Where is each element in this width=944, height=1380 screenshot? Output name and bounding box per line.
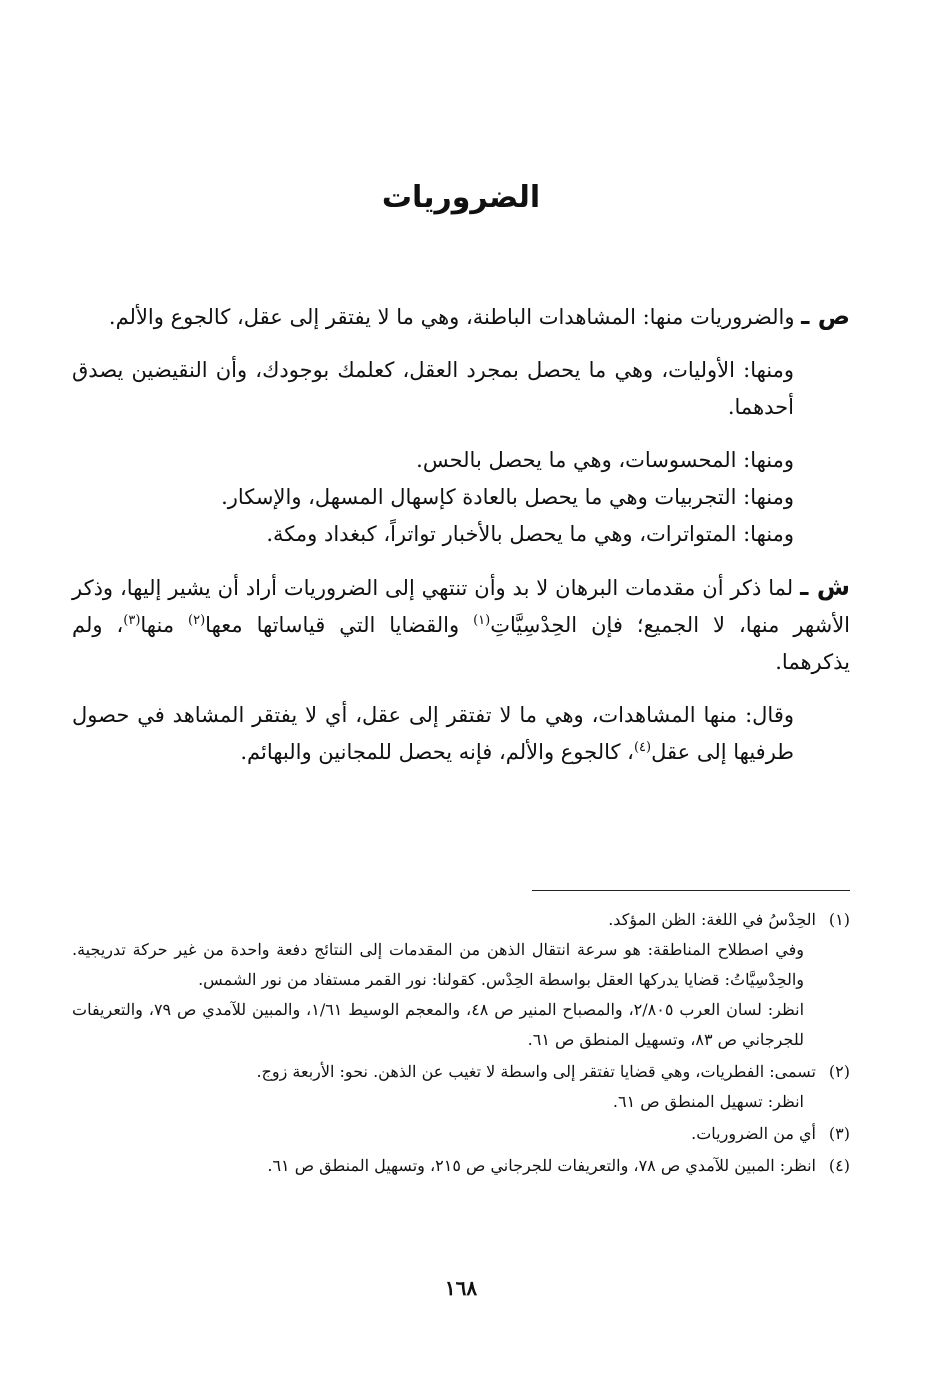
text-content: منها bbox=[140, 613, 189, 637]
text-paragraph bbox=[72, 516, 850, 553]
text-content: ومنها: التجربيات وهي ما يحصل بالعادة كإسهال المسهل، والإسكار. bbox=[221, 485, 794, 509]
footnote-ref[interactable]: (٤) bbox=[633, 740, 652, 755]
text-content: والقضايا التي قياساتها معها bbox=[205, 613, 474, 637]
page-number: ١٦٨ bbox=[444, 1276, 478, 1300]
footnote-divider bbox=[532, 890, 850, 891]
footnote-text: الحِدْسُ في اللغة: الظن المؤكد. bbox=[608, 910, 816, 929]
text-paragraph bbox=[72, 352, 850, 426]
text-paragraph bbox=[72, 697, 850, 771]
footnote-number: (٢) bbox=[828, 1062, 850, 1081]
text-paragraph bbox=[72, 479, 850, 516]
page bbox=[72, 0, 850, 1380]
text-content: والضروريات منها: المشاهدات الباطنة، وهي ما لا يفتقر إلى عقل، كالجوع والألم. bbox=[108, 305, 795, 329]
footnote-ref[interactable]: (٢) bbox=[188, 613, 206, 628]
text-marker: ص ـ bbox=[801, 302, 850, 330]
page-title: الضروريات bbox=[381, 180, 541, 215]
footnote bbox=[72, 1057, 850, 1117]
text-paragraph bbox=[72, 569, 850, 681]
footnote-number: (٣) bbox=[828, 1124, 850, 1143]
text-content: ومنها: المحسوسات، وهي ما يحصل بالحس. bbox=[416, 448, 794, 472]
footnote-text: وفي اصطلاح المناطقة: هو سرعة انتقال الذهن من المقدمات إلى النتائج دفعة واحدة من غير حركة تدريجية. والحِدْسِيَّاتُ: قضايا يدركها العقل بواسطة الحِدْس. كقولنا: نور القمر مستفاد من نور الشمس. bbox=[72, 940, 804, 989]
footnotes bbox=[72, 905, 850, 1183]
footnote-text: أي من الضروريات. bbox=[691, 1124, 816, 1143]
text-content: ومنها: الأوليات، وهي ما يحصل بمجرد العقل، كعلمك بوجودك، وأن النقيضين يصدق أحدهما. bbox=[72, 358, 794, 419]
text-marker: ش ـ bbox=[800, 573, 850, 601]
footnote bbox=[72, 1151, 850, 1181]
text-content: ، ولم يذكرهما. bbox=[72, 613, 850, 674]
text-content: وقال: منها المشاهدات، وهي ما لا تفتقر إلى عقل، أي لا يفتقر المشاهد في حصول طرفيها إلى عقل bbox=[72, 703, 794, 764]
footnote-text: تسمى: الفطريات، وهي قضايا تفتقر إلى واسطة لا تغيب عن الذهن. نحو: الأربعة زوج. bbox=[256, 1062, 816, 1081]
footnote-text: انظر: تسهيل المنطق ص ٦١. bbox=[612, 1092, 804, 1111]
footnote-text: انظر: لسان العرب ٢/٨٠٥، والمصباح المنير ص ٤٨، والمعجم الوسيط ١/٦١، والمبين للآمدي ص ٧٩، والتعريفات للجرجاني ص ٨٣، وتسهيل المنطق ص ٦١. bbox=[72, 1000, 805, 1049]
text-content: ، كالجوع والألم، فإنه يحصل للمجانين والبهائم. bbox=[240, 740, 634, 764]
footnote-ref[interactable]: (٣) bbox=[123, 613, 141, 628]
footnote-number: (٤) bbox=[828, 1156, 850, 1175]
text-paragraph bbox=[72, 298, 850, 336]
footnote-number: (١) bbox=[828, 910, 850, 929]
text-content: لما ذكر أن مقدمات البرهان لا بد وأن تنتهي إلى الضروريات أراد أن يشير إليها، وذكر الأشهر منها، لا الجميع؛ فإن الحِدْسِيَّاتِ bbox=[72, 576, 851, 637]
footnote-ref[interactable]: (١) bbox=[473, 613, 491, 628]
text-content: ومنها: المتواترات، وهي ما يحصل بالأخبار تواتراً، كبغداد ومكة. bbox=[266, 522, 794, 546]
footnote-text: انظر: المبين للآمدي ص ٧٨، والتعريفات للجرجاني ص ٢١٥، وتسهيل المنطق ص ٦١. bbox=[267, 1156, 816, 1175]
footnote bbox=[72, 1119, 850, 1149]
main-text bbox=[72, 298, 850, 787]
footnote bbox=[72, 905, 850, 1055]
text-paragraph bbox=[72, 442, 850, 479]
